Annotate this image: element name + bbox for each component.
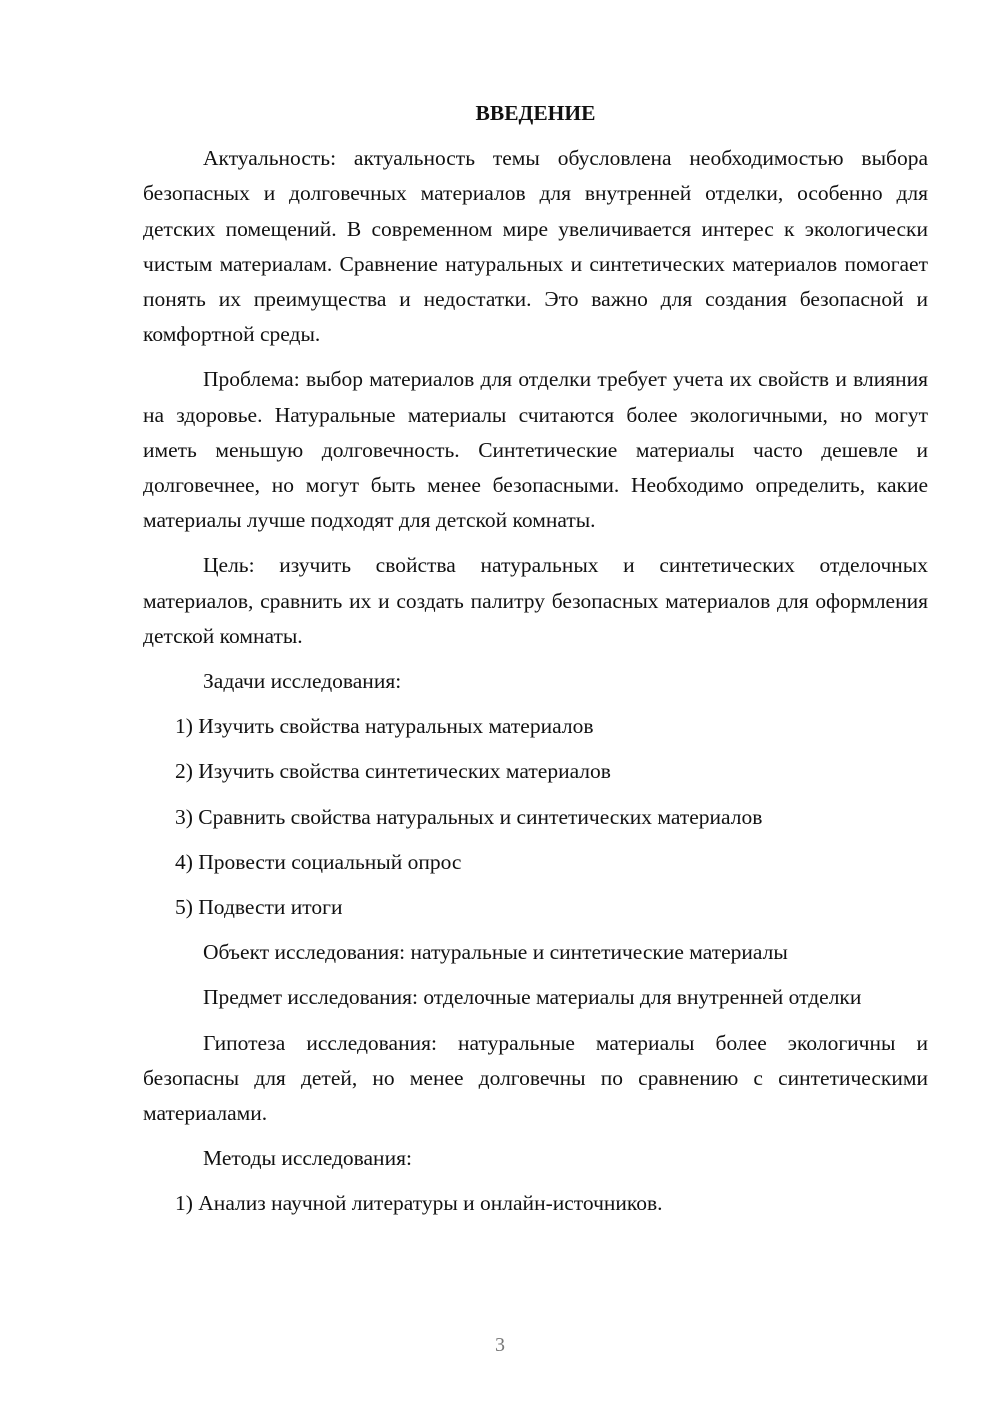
list-item-task-4: 4) Провести социальный опрос — [175, 849, 462, 874]
paragraph-relevance: Актуальность: актуальность темы обусловлена необходимостью выбора безопасных и долговечных материалов для внутренней отделки, особенно для детских помещений. В современном мире увеличивается интерес к экологически чистым материалам. Сравнение натуральных и синтетических материалов помогает понять их преимущества и недостатки. Это важно для создания безопасной и комфортной среды. — [143, 146, 928, 347]
list-item-task-3: 3) Сравнить свойства натуральных и синтетических материалов — [175, 804, 763, 829]
paragraph-problem: Проблема: выбор материалов для отделки требует учета их свойств и влияния на здоровье. Натуральные материалы считаются более экологичными, но могут иметь меньшую долговечность. Синтетические материалы часто дешевле и долговечнее, но могут быть менее безопасными. Необходимо определить, какие материалы лучше подходят для детской комнаты. — [143, 367, 928, 533]
paragraph-hypothesis: Гипотеза исследования: натуральные материалы более экологичны и безопасны для детей, но менее долговечны по сравнению с синтетическими материалами. — [143, 1030, 928, 1126]
list-item-method-1: 1) Анализ научной литературы и онлайн-источников. — [175, 1191, 663, 1216]
paragraph-subject: Предмет исследования: отделочные материалы для внутренней отделки — [203, 985, 862, 1010]
page-content — [143, 96, 928, 1232]
list-item-task-5: 5) Подвести итоги — [175, 895, 343, 920]
list-item-task-1: 1) Изучить свойства натуральных материалов — [175, 714, 594, 739]
paragraph-goal: Цель: изучить свойства натуральных и синтетических отделочных материалов, сравнить их и создать палитру безопасных материалов для оформления детской комнаты. — [143, 553, 928, 648]
tasks-title: Задачи исследования: — [203, 669, 402, 694]
page-number: 3 — [495, 1334, 505, 1356]
methods-title: Методы исследования: — [203, 1146, 412, 1171]
list-item-task-2: 2) Изучить свойства синтетических материалов — [175, 759, 611, 784]
paragraph-object: Объект исследования: натуральные и синтетические материалы — [203, 940, 788, 965]
section-heading: ВВЕДЕНИЕ — [475, 101, 596, 125]
